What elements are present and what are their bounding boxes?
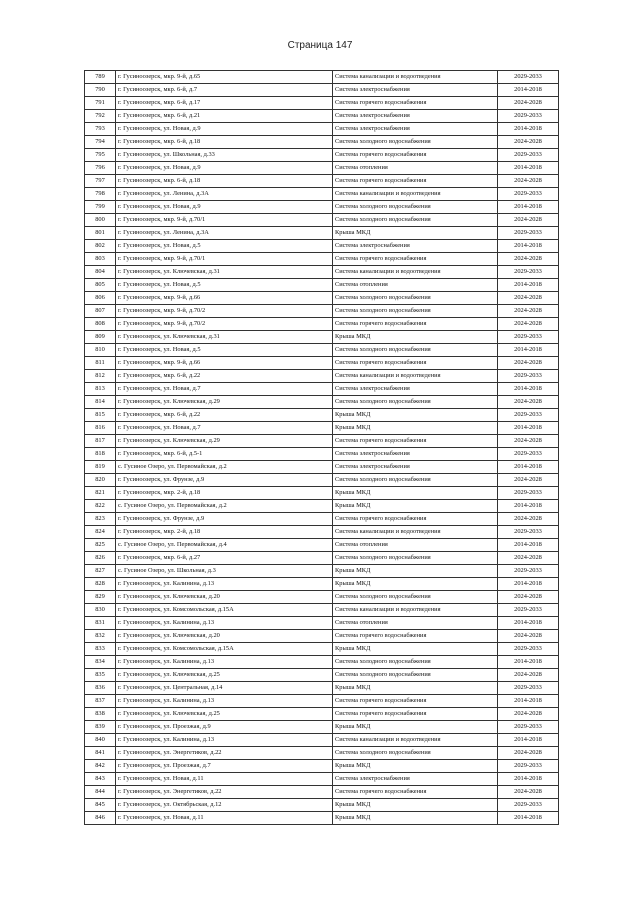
system-cell: Система горячего водоснабжения xyxy=(333,630,498,643)
row-number-cell: 843 xyxy=(85,773,116,786)
period-cell: 2029-2033 xyxy=(498,565,559,578)
table-row xyxy=(85,539,559,552)
table-row xyxy=(85,149,559,162)
table-row xyxy=(85,422,559,435)
period-cell: 2014-2018 xyxy=(498,500,559,513)
period-cell: 2024-2028 xyxy=(498,305,559,318)
row-number-cell: 800 xyxy=(85,214,116,227)
row-number-cell: 793 xyxy=(85,123,116,136)
system-cell: Система холодного водоснабжения xyxy=(333,136,498,149)
table-row xyxy=(85,383,559,396)
period-cell: 2024-2028 xyxy=(498,474,559,487)
address-cell: г. Гусиноозерск, ул. Новая, д.11 xyxy=(116,773,333,786)
row-number-cell: 807 xyxy=(85,305,116,318)
address-cell: с. Гусиное Озеро, ул. Первомайская, д.4 xyxy=(116,539,333,552)
period-cell: 2029-2033 xyxy=(498,71,559,84)
row-number-cell: 825 xyxy=(85,539,116,552)
address-cell: г. Гусиноозерск, ул. Ключевская, д.20 xyxy=(116,630,333,643)
address-cell: г. Гусиноозерск, ул. Ключевская, д.20 xyxy=(116,591,333,604)
table-row xyxy=(85,188,559,201)
system-cell: Крыша МКД xyxy=(333,487,498,500)
period-cell: 2029-2033 xyxy=(498,149,559,162)
address-cell: г. Гусиноозерск, мкр. 6-й, д.18 xyxy=(116,136,333,149)
system-cell: Крыша МКД xyxy=(333,760,498,773)
row-number-cell: 835 xyxy=(85,669,116,682)
system-cell: Крыша МКД xyxy=(333,682,498,695)
table-row xyxy=(85,786,559,799)
address-cell: г. Гусиноозерск, ул. Ключевская, д.31 xyxy=(116,266,333,279)
table-row xyxy=(85,266,559,279)
row-number-cell: 829 xyxy=(85,591,116,604)
system-cell: Система горячего водоснабжения xyxy=(333,708,498,721)
period-cell: 2014-2018 xyxy=(498,539,559,552)
system-cell: Система канализации и водоотведения xyxy=(333,526,498,539)
period-cell: 2014-2018 xyxy=(498,578,559,591)
table-row xyxy=(85,357,559,370)
period-cell: 2014-2018 xyxy=(498,734,559,747)
row-number-cell: 832 xyxy=(85,630,116,643)
address-cell: г. Гусиноозерск, ул. Фрунзе, д.9 xyxy=(116,474,333,487)
period-cell: 2024-2028 xyxy=(498,318,559,331)
table-row xyxy=(85,71,559,84)
row-number-cell: 846 xyxy=(85,812,116,825)
address-cell: с. Гусиное Озеро, ул. Первомайская, д.2 xyxy=(116,500,333,513)
row-number-cell: 840 xyxy=(85,734,116,747)
system-cell: Система холодного водоснабжения xyxy=(333,591,498,604)
system-cell: Система горячего водоснабжения xyxy=(333,513,498,526)
system-cell: Крыша МКД xyxy=(333,643,498,656)
address-cell: г. Гусиноозерск, мкр. 9-й, д.70/2 xyxy=(116,318,333,331)
row-number-cell: 816 xyxy=(85,422,116,435)
row-number-cell: 842 xyxy=(85,760,116,773)
table-row xyxy=(85,279,559,292)
address-cell: г. Гусиноозерск, ул. Ключевская, д.25 xyxy=(116,669,333,682)
row-number-cell: 805 xyxy=(85,279,116,292)
system-cell: Система электроснабжения xyxy=(333,123,498,136)
system-cell: Система электроснабжения xyxy=(333,240,498,253)
period-cell: 2024-2028 xyxy=(498,253,559,266)
row-number-cell: 818 xyxy=(85,448,116,461)
system-cell: Система канализации и водоотведения xyxy=(333,266,498,279)
address-cell: г. Гусиноозерск, мкр. 9-й, д.70/1 xyxy=(116,253,333,266)
address-cell: г. Гусиноозерск, ул. Фрунзе, д.9 xyxy=(116,513,333,526)
row-number-cell: 798 xyxy=(85,188,116,201)
system-cell: Крыша МКД xyxy=(333,227,498,240)
system-cell: Система горячего водоснабжения xyxy=(333,695,498,708)
system-cell: Система электроснабжения xyxy=(333,383,498,396)
table-row xyxy=(85,305,559,318)
row-number-cell: 834 xyxy=(85,656,116,669)
table-row xyxy=(85,760,559,773)
table-row xyxy=(85,812,559,825)
address-cell: г. Гусиноозерск, ул. Новая, д.9 xyxy=(116,162,333,175)
address-cell: г. Гусиноозерск, ул. Энергетиков, д.22 xyxy=(116,747,333,760)
address-cell: г. Гусиноозерск, мкр. 6-й, д.27 xyxy=(116,552,333,565)
period-cell: 2024-2028 xyxy=(498,513,559,526)
period-cell: 2029-2033 xyxy=(498,721,559,734)
table-row xyxy=(85,799,559,812)
row-number-cell: 812 xyxy=(85,370,116,383)
period-cell: 2029-2033 xyxy=(498,448,559,461)
period-cell: 2024-2028 xyxy=(498,175,559,188)
period-cell: 2029-2033 xyxy=(498,760,559,773)
address-cell: г. Гусиноозерск, ул. Калинина, д.13 xyxy=(116,578,333,591)
address-cell: г. Гусиноозерск, мкр. 6-й, д.17 xyxy=(116,97,333,110)
system-cell: Крыша МКД xyxy=(333,565,498,578)
system-cell: Система горячего водоснабжения xyxy=(333,318,498,331)
row-number-cell: 831 xyxy=(85,617,116,630)
address-cell: г. Гусиноозерск, мкр. 9-й, д.66 xyxy=(116,292,333,305)
table-row xyxy=(85,487,559,500)
table-row xyxy=(85,721,559,734)
row-number-cell: 836 xyxy=(85,682,116,695)
period-cell: 2029-2033 xyxy=(498,604,559,617)
system-cell: Система горячего водоснабжения xyxy=(333,175,498,188)
table-row xyxy=(85,240,559,253)
period-cell: 2024-2028 xyxy=(498,669,559,682)
table-row xyxy=(85,84,559,97)
table-row xyxy=(85,344,559,357)
period-cell: 2029-2033 xyxy=(498,643,559,656)
row-number-cell: 826 xyxy=(85,552,116,565)
row-number-cell: 828 xyxy=(85,578,116,591)
table-row xyxy=(85,734,559,747)
table-row xyxy=(85,708,559,721)
address-cell: г. Гусиноозерск, ул. Новая, д.5 xyxy=(116,279,333,292)
period-cell: 2024-2028 xyxy=(498,97,559,110)
address-cell: г. Гусиноозерск, ул. Ключевская, д.31 xyxy=(116,331,333,344)
row-number-cell: 841 xyxy=(85,747,116,760)
address-cell: г. Гусиноозерск, ул. Энергетиков, д.22 xyxy=(116,786,333,799)
system-cell: Система канализации и водоотведения xyxy=(333,604,498,617)
table-row xyxy=(85,695,559,708)
period-cell: 2024-2028 xyxy=(498,708,559,721)
table-row xyxy=(85,630,559,643)
system-cell: Система холодного водоснабжения xyxy=(333,344,498,357)
period-cell: 2014-2018 xyxy=(498,656,559,669)
address-cell: г. Гусиноозерск, ул. Проезжая, д.9 xyxy=(116,721,333,734)
address-cell: г. Гусиноозерск, ул. Проезжая, д.7 xyxy=(116,760,333,773)
address-cell: г. Гусиноозерск, ул. Новая, д.5 xyxy=(116,240,333,253)
table-row xyxy=(85,227,559,240)
period-cell: 2014-2018 xyxy=(498,344,559,357)
period-cell: 2014-2018 xyxy=(498,84,559,97)
row-number-cell: 794 xyxy=(85,136,116,149)
period-cell: 2024-2028 xyxy=(498,136,559,149)
table-row xyxy=(85,110,559,123)
period-cell: 2029-2033 xyxy=(498,188,559,201)
address-cell: г. Гусиноозерск, ул. Школьная, д.33 xyxy=(116,149,333,162)
table-row xyxy=(85,773,559,786)
period-cell: 2014-2018 xyxy=(498,461,559,474)
row-number-cell: 810 xyxy=(85,344,116,357)
row-number-cell: 845 xyxy=(85,799,116,812)
address-cell: г. Гусиноозерск, мкр. 2-й, д.18 xyxy=(116,487,333,500)
period-cell: 2014-2018 xyxy=(498,162,559,175)
period-cell: 2024-2028 xyxy=(498,591,559,604)
table-row xyxy=(85,617,559,630)
period-cell: 2024-2028 xyxy=(498,357,559,370)
system-cell: Система канализации и водоотведения xyxy=(333,71,498,84)
period-cell: 2029-2033 xyxy=(498,682,559,695)
table-row xyxy=(85,175,559,188)
row-number-cell: 819 xyxy=(85,461,116,474)
table-row xyxy=(85,565,559,578)
address-cell: г. Гусиноозерск, мкр. 2-й, д.18 xyxy=(116,526,333,539)
table-row xyxy=(85,656,559,669)
system-cell: Система канализации и водоотведения xyxy=(333,370,498,383)
row-number-cell: 803 xyxy=(85,253,116,266)
row-number-cell: 827 xyxy=(85,565,116,578)
table-row xyxy=(85,474,559,487)
system-cell: Крыша МКД xyxy=(333,331,498,344)
table-row xyxy=(85,331,559,344)
row-number-cell: 821 xyxy=(85,487,116,500)
system-cell: Система горячего водоснабжения xyxy=(333,435,498,448)
table-row xyxy=(85,552,559,565)
period-cell: 2029-2033 xyxy=(498,526,559,539)
row-number-cell: 815 xyxy=(85,409,116,422)
address-cell: г. Гусиноозерск, мкр. 6-й, д.22 xyxy=(116,370,333,383)
system-cell: Система холодного водоснабжения xyxy=(333,292,498,305)
system-cell: Система холодного водоснабжения xyxy=(333,201,498,214)
system-cell: Система холодного водоснабжения xyxy=(333,552,498,565)
address-cell: г. Гусиноозерск, мкр. 6-й, д.5-1 xyxy=(116,448,333,461)
period-cell: 2014-2018 xyxy=(498,695,559,708)
table-row xyxy=(85,201,559,214)
table-row xyxy=(85,448,559,461)
system-cell: Система горячего водоснабжения xyxy=(333,357,498,370)
address-cell: г. Гусиноозерск, мкр. 6-й, д.18 xyxy=(116,175,333,188)
system-cell: Крыша МКД xyxy=(333,422,498,435)
system-cell: Система холодного водоснабжения xyxy=(333,474,498,487)
address-cell: с. Гусиное Озеро, ул. Первомайская, д.2 xyxy=(116,461,333,474)
address-cell: г. Гусиноозерск, мкр. 6-й, д.21 xyxy=(116,110,333,123)
system-cell: Система отопления xyxy=(333,162,498,175)
row-number-cell: 833 xyxy=(85,643,116,656)
row-number-cell: 813 xyxy=(85,383,116,396)
system-cell: Система электроснабжения xyxy=(333,773,498,786)
row-number-cell: 830 xyxy=(85,604,116,617)
table-row xyxy=(85,97,559,110)
row-number-cell: 824 xyxy=(85,526,116,539)
row-number-cell: 804 xyxy=(85,266,116,279)
row-number-cell: 795 xyxy=(85,149,116,162)
period-cell: 2029-2033 xyxy=(498,227,559,240)
period-cell: 2029-2033 xyxy=(498,799,559,812)
period-cell: 2014-2018 xyxy=(498,240,559,253)
address-cell: г. Гусиноозерск, ул. Калинина, д.13 xyxy=(116,656,333,669)
system-cell: Система электроснабжения xyxy=(333,84,498,97)
address-cell: г. Гусиноозерск, мкр. 9-й, д.70/1 xyxy=(116,214,333,227)
table-row xyxy=(85,500,559,513)
system-cell: Система электроснабжения xyxy=(333,461,498,474)
system-cell: Система холодного водоснабжения xyxy=(333,214,498,227)
period-cell: 2029-2033 xyxy=(498,370,559,383)
period-cell: 2024-2028 xyxy=(498,214,559,227)
system-cell: Система холодного водоснабжения xyxy=(333,747,498,760)
row-number-cell: 802 xyxy=(85,240,116,253)
address-cell: г. Гусиноозерск, ул. Калинина, д.13 xyxy=(116,695,333,708)
system-cell: Крыша МКД xyxy=(333,799,498,812)
period-cell: 2024-2028 xyxy=(498,786,559,799)
row-number-cell: 801 xyxy=(85,227,116,240)
table-row xyxy=(85,604,559,617)
table-body xyxy=(85,71,559,825)
period-cell: 2029-2033 xyxy=(498,487,559,500)
period-cell: 2014-2018 xyxy=(498,123,559,136)
address-cell: г. Гусиноозерск, ул. Ленина, д.3А xyxy=(116,188,333,201)
table-row xyxy=(85,214,559,227)
period-cell: 2014-2018 xyxy=(498,773,559,786)
period-cell: 2014-2018 xyxy=(498,812,559,825)
table-row xyxy=(85,292,559,305)
address-cell: г. Гусиноозерск, ул. Новая, д.9 xyxy=(116,123,333,136)
row-number-cell: 799 xyxy=(85,201,116,214)
row-number-cell: 844 xyxy=(85,786,116,799)
period-cell: 2024-2028 xyxy=(498,396,559,409)
row-number-cell: 808 xyxy=(85,318,116,331)
table-row xyxy=(85,253,559,266)
address-cell: г. Гусиноозерск, ул. Ключевская, д.29 xyxy=(116,396,333,409)
system-cell: Система горячего водоснабжения xyxy=(333,786,498,799)
period-cell: 2029-2033 xyxy=(498,266,559,279)
address-cell: г. Гусиноозерск, ул. Комсомольская, д.15А xyxy=(116,643,333,656)
address-cell: г. Гусиноозерск, мкр. 9-й, д.70/2 xyxy=(116,305,333,318)
period-cell: 2024-2028 xyxy=(498,552,559,565)
system-cell: Крыша МКД xyxy=(333,721,498,734)
table-row xyxy=(85,123,559,136)
table-row xyxy=(85,682,559,695)
row-number-cell: 837 xyxy=(85,695,116,708)
row-number-cell: 839 xyxy=(85,721,116,734)
system-cell: Система холодного водоснабжения xyxy=(333,656,498,669)
table-row xyxy=(85,409,559,422)
system-cell: Крыша МКД xyxy=(333,812,498,825)
table-row xyxy=(85,162,559,175)
system-cell: Система холодного водоснабжения xyxy=(333,305,498,318)
period-cell: 2024-2028 xyxy=(498,747,559,760)
system-cell: Система отопления xyxy=(333,279,498,292)
table-row xyxy=(85,591,559,604)
system-cell: Система горячего водоснабжения xyxy=(333,97,498,110)
period-cell: 2014-2018 xyxy=(498,617,559,630)
row-number-cell: 822 xyxy=(85,500,116,513)
system-cell: Система канализации и водоотведения xyxy=(333,734,498,747)
page-header: Страница 147 xyxy=(287,40,353,51)
registry-table xyxy=(84,70,559,825)
period-cell: 2014-2018 xyxy=(498,279,559,292)
row-number-cell: 792 xyxy=(85,110,116,123)
table-row xyxy=(85,526,559,539)
table-row xyxy=(85,435,559,448)
system-cell: Система электроснабжения xyxy=(333,110,498,123)
address-cell: г. Гусиноозерск, ул. Ленина, д.3А xyxy=(116,227,333,240)
period-cell: 2024-2028 xyxy=(498,630,559,643)
table-row xyxy=(85,318,559,331)
address-cell: г. Гусиноозерск, ул. Новая, д.7 xyxy=(116,383,333,396)
row-number-cell: 797 xyxy=(85,175,116,188)
table-row xyxy=(85,370,559,383)
address-cell: г. Гусиноозерск, мкр. 9-й, д.65 xyxy=(116,71,333,84)
system-cell: Система горячего водоснабжения xyxy=(333,253,498,266)
system-cell: Система канализации и водоотведения xyxy=(333,188,498,201)
address-cell: г. Гусиноозерск, ул. Ключевская, д.29 xyxy=(116,435,333,448)
row-number-cell: 823 xyxy=(85,513,116,526)
period-cell: 2014-2018 xyxy=(498,201,559,214)
row-number-cell: 814 xyxy=(85,396,116,409)
table-row xyxy=(85,513,559,526)
period-cell: 2029-2033 xyxy=(498,409,559,422)
system-cell: Система холодного водоснабжения xyxy=(333,396,498,409)
table-row xyxy=(85,136,559,149)
period-cell: 2014-2018 xyxy=(498,422,559,435)
address-cell: с. Гусиное Озеро, ул. Школьная, д.3 xyxy=(116,565,333,578)
row-number-cell: 811 xyxy=(85,357,116,370)
system-cell: Система электроснабжения xyxy=(333,448,498,461)
row-number-cell: 796 xyxy=(85,162,116,175)
address-cell: г. Гусиноозерск, мкр. 6-й, д.7 xyxy=(116,84,333,97)
period-cell: 2024-2028 xyxy=(498,292,559,305)
period-cell: 2014-2018 xyxy=(498,383,559,396)
table-row xyxy=(85,396,559,409)
row-number-cell: 809 xyxy=(85,331,116,344)
period-cell: 2024-2028 xyxy=(498,435,559,448)
system-cell: Система горячего водоснабжения xyxy=(333,149,498,162)
period-cell: 2029-2033 xyxy=(498,331,559,344)
address-cell: г. Гусиноозерск, мкр. 6-й, д.22 xyxy=(116,409,333,422)
system-cell: Крыша МКД xyxy=(333,409,498,422)
table-row xyxy=(85,747,559,760)
row-number-cell: 817 xyxy=(85,435,116,448)
row-number-cell: 838 xyxy=(85,708,116,721)
table-row xyxy=(85,578,559,591)
system-cell: Крыша МКД xyxy=(333,578,498,591)
table-row xyxy=(85,461,559,474)
system-cell: Система отопления xyxy=(333,539,498,552)
row-number-cell: 791 xyxy=(85,97,116,110)
system-cell: Крыша МКД xyxy=(333,500,498,513)
address-cell: г. Гусиноозерск, ул. Калинина, д.13 xyxy=(116,617,333,630)
address-cell: г. Гусиноозерск, ул. Октябрьская, д.12 xyxy=(116,799,333,812)
address-cell: г. Гусиноозерск, ул. Центральная, д.14 xyxy=(116,682,333,695)
address-cell: г. Гусиноозерск, ул. Калинина, д.13 xyxy=(116,734,333,747)
row-number-cell: 806 xyxy=(85,292,116,305)
row-number-cell: 789 xyxy=(85,71,116,84)
address-cell: г. Гусиноозерск, ул. Новая, д.9 xyxy=(116,201,333,214)
address-cell: г. Гусиноозерск, мкр. 9-й, д.66 xyxy=(116,357,333,370)
address-cell: г. Гусиноозерск, ул. Новая, д.7 xyxy=(116,422,333,435)
system-cell: Система холодного водоснабжения xyxy=(333,669,498,682)
address-cell: г. Гусиноозерск, ул. Новая, д.5 xyxy=(116,344,333,357)
period-cell: 2029-2033 xyxy=(498,110,559,123)
system-cell: Система отопления xyxy=(333,617,498,630)
row-number-cell: 790 xyxy=(85,84,116,97)
table-row xyxy=(85,643,559,656)
address-cell: г. Гусиноозерск, ул. Новая, д.11 xyxy=(116,812,333,825)
address-cell: г. Гусиноозерск, ул. Комсомольская, д.15А xyxy=(116,604,333,617)
table-row xyxy=(85,669,559,682)
row-number-cell: 820 xyxy=(85,474,116,487)
address-cell: г. Гусиноозерск, ул. Ключевская, д.25 xyxy=(116,708,333,721)
